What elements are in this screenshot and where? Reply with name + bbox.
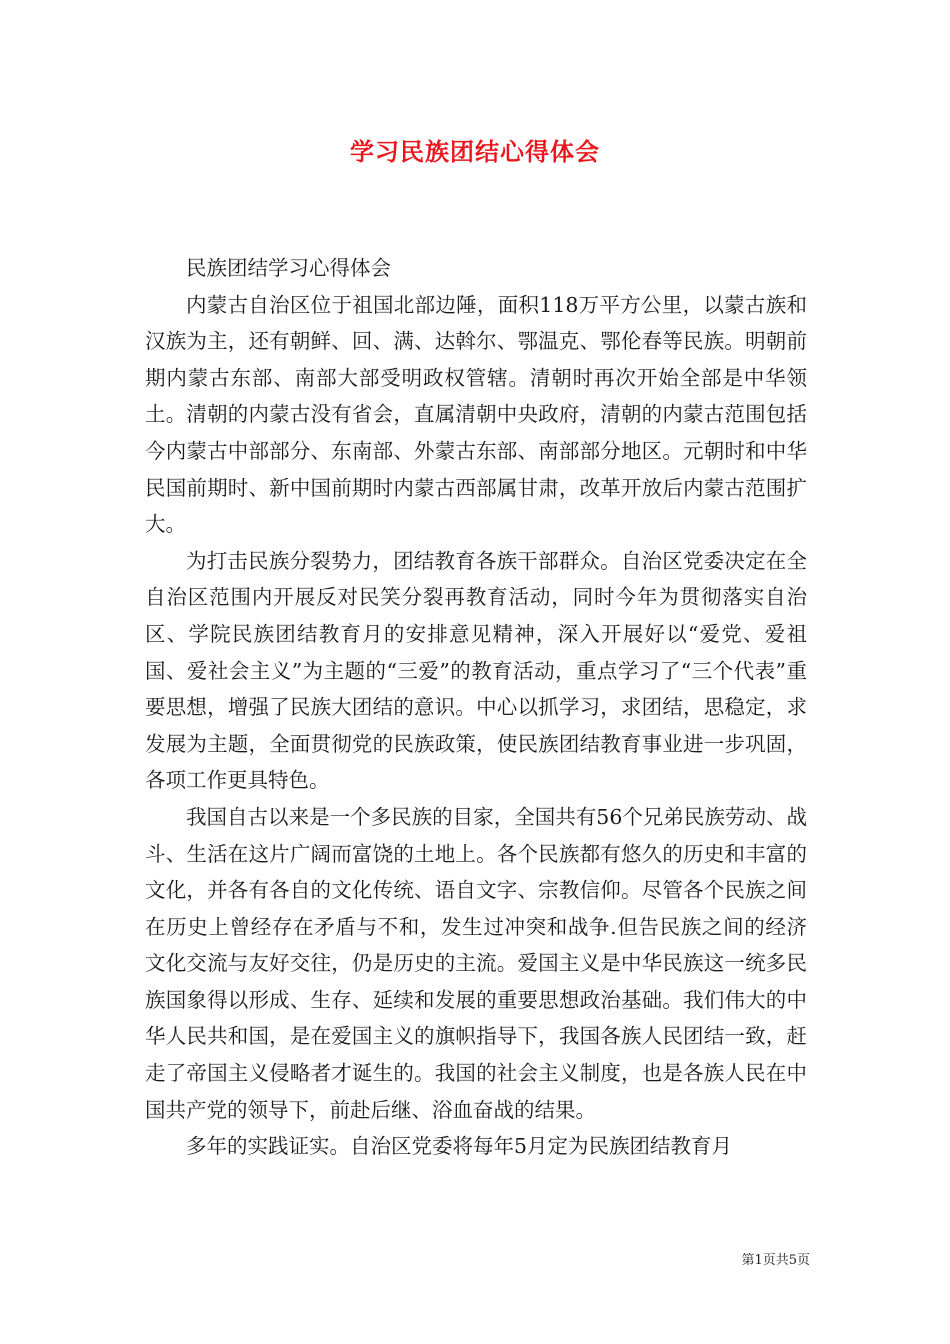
body-paragraph-2: 为打击民族分裂势力，团结教育各族干部群众。自治区党委决定在全自治区范围内开展反对民笑分裂再教育活动，同时今年为贯彻落实自治区、学院民族团结教育月的安排意见精神，深入开展好以“爱党、爱祖国、爱社会主义”为主题的“三爱”的教育活动，重点学习了“三个代表”重要思想，增强了民族大团结的意识。中心以抓学习，求团结，思稳定，求发展为主题，全面贯彻党的民族政策，使民族团结教育事业进一步巩固，各项工作更具特色。 xyxy=(145,548,807,793)
page-number-footer: 第1页共5页 xyxy=(741,1253,810,1268)
body-paragraph-3: 我国自古以来是一个多民族的目家，全国共有56个兄弟民族劳动、战斗、生活在这片广阔而富饶的土地上。各个民族都有悠久的历史和丰富的文化，并各有各自的文化传统、语自文字、宗教信仰。尽管各个民族之间在历史上曾经存在矛盾与不和，发生过冲突和战争.但告民族之间的经济文化交流与友好交往，仍是历史的主流。爱国主义是中华民族这一统多民族国象得以形成、生存、延续和发展的重要思想政治基础。我们伟大的中华人民共和国，是在爱国主义的旗帜指导下，我国各族人民团结一致，赶走了帝国主义侵略者才诞生的。我国的社会主义制度，也是各族人民在中国共产党的领导下，前赴后继、浴血奋战的结果。 xyxy=(145,804,807,1122)
subtitle-paragraph: 民族团结学习心得体会 xyxy=(186,256,391,280)
body-paragraph-4: 多年的实践证实。自治区党委将每年5月定为民族团结教育月 xyxy=(186,1134,733,1159)
body-paragraph-1: 内蒙古自治区位于祖国北部边陲，面积118万平方公里，以蒙古族和汉族为主，还有朝鲜、回、满、达斡尔、鄂温克、鄂伦春等民族。明朝前期内蒙古东部、南部大部受明政权管辖。清朝时再次开始全部是中华领土。清朝的内蒙古没有省会，直属清朝中央政府，清朝的内蒙古范围包括今内蒙古中部部分、东南部、外蒙古东部、南部部分地区。元朝时和中华民国前期时、新中国前期时内蒙古西部属甘肃，改革开放后内蒙古范围扩大。 xyxy=(145,292,807,537)
document-title: 学习民族团结心得体会 xyxy=(350,137,600,166)
document-body xyxy=(145,250,807,1165)
